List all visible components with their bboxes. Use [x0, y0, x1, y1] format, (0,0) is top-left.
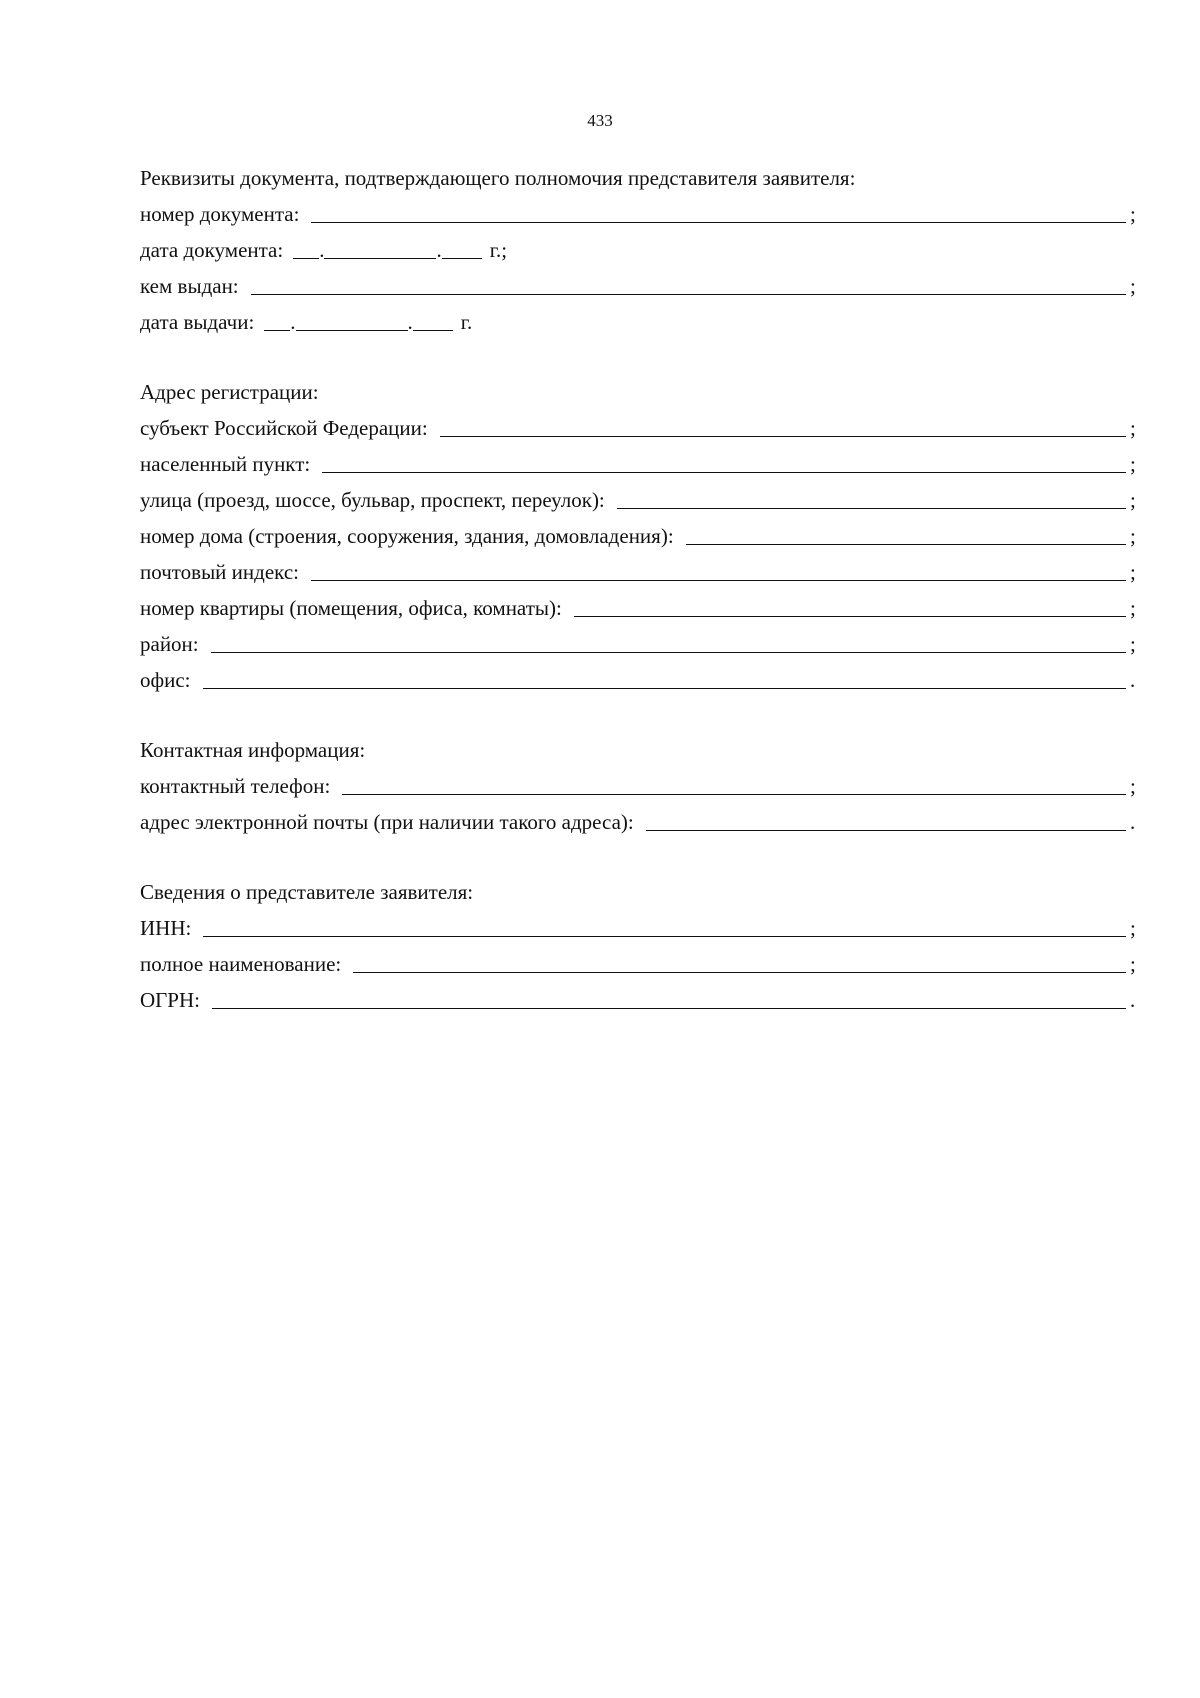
street-input-line[interactable] [617, 486, 1126, 509]
office-input-line[interactable] [203, 666, 1126, 689]
field-apartment [140, 590, 1140, 626]
field-label: контактный телефон: [140, 774, 331, 798]
issued-by-input-line[interactable] [251, 272, 1126, 295]
field-label: дата выдачи: [140, 310, 255, 334]
field-end-punct: ; [1130, 916, 1136, 940]
section-title-address: Адрес регистрации: [140, 380, 319, 404]
field-end-punct: ; [1130, 488, 1136, 512]
page-number: 433 [587, 111, 613, 130]
field-label: кем выдан: [140, 274, 239, 298]
field-label: ИНН: [140, 916, 192, 940]
field-locality [140, 446, 1140, 482]
section-title-representative: Сведения о представителе заявителя: [140, 880, 474, 904]
section-title-contact: Контактная информация: [140, 738, 366, 762]
date-separator: . [319, 238, 325, 262]
field-end-punct: . [1130, 810, 1136, 834]
application-form [140, 160, 1140, 1018]
field-label: район: [140, 632, 199, 656]
field-end-punct: . [1130, 988, 1136, 1012]
field-ogrn [140, 982, 1140, 1018]
field-label: полное наименование: [140, 952, 342, 976]
field-end-punct: ; [1130, 560, 1136, 584]
field-region [140, 410, 1140, 446]
field-label: улица (проезд, шоссе, бульвар, проспект, переулок): [140, 488, 605, 512]
field-label: ОГРН: [140, 988, 200, 1012]
postal-code-input-line[interactable] [311, 558, 1126, 581]
doc-date-month-line[interactable] [324, 236, 436, 259]
field-issued-by [140, 268, 1140, 304]
doc-date-suffix: г.; [489, 238, 508, 262]
field-doc-number [140, 196, 1140, 232]
field-label: номер дома (строения, сооружения, здания, домовладения): [140, 524, 674, 548]
field-label: почтовый индекс: [140, 560, 299, 584]
inn-input-line[interactable] [203, 914, 1126, 937]
field-label: адрес электронной почты (при наличии такого адреса): [140, 810, 634, 834]
field-end-punct: ; [1130, 632, 1136, 656]
field-end-punct: ; [1130, 416, 1136, 440]
field-house [140, 518, 1140, 554]
field-label: субъект Российской Федерации: [140, 416, 428, 440]
field-label: номер квартиры (помещения, офиса, комнаты): [140, 596, 562, 620]
field-doc-date [140, 232, 1140, 268]
field-end-punct: ; [1130, 596, 1136, 620]
field-end-punct: ; [1130, 774, 1136, 798]
field-district [140, 626, 1140, 662]
doc-date-year-line[interactable] [442, 236, 482, 259]
phone-input-line[interactable] [342, 772, 1126, 795]
field-label: офис: [140, 668, 191, 692]
field-street [140, 482, 1140, 518]
field-end-punct: ; [1130, 952, 1136, 976]
locality-input-line[interactable] [322, 450, 1126, 473]
field-end-punct: . [1130, 668, 1136, 692]
field-end-punct: ; [1130, 452, 1136, 476]
apartment-input-line[interactable] [574, 594, 1126, 617]
section-title-document: Реквизиты документа, подтверждающего полномочия представителя заявителя: [140, 166, 856, 190]
field-inn [140, 910, 1140, 946]
doc-date-day-line[interactable] [293, 236, 319, 259]
issue-date-month-line[interactable] [296, 308, 408, 331]
region-input-line[interactable] [440, 414, 1126, 437]
date-separator: . [290, 310, 296, 334]
district-input-line[interactable] [211, 630, 1126, 653]
field-label: номер документа: [140, 202, 300, 226]
email-input-line[interactable] [646, 808, 1126, 831]
house-input-line[interactable] [686, 522, 1126, 545]
issue-date-year-line[interactable] [413, 308, 453, 331]
full-name-input-line[interactable] [353, 950, 1126, 973]
field-full-name [140, 946, 1140, 982]
field-phone [140, 768, 1140, 804]
doc-number-input-line[interactable] [311, 200, 1126, 223]
issue-date-suffix: г. [460, 310, 473, 334]
date-separator: . [436, 238, 442, 262]
field-office [140, 662, 1140, 698]
date-separator: . [407, 310, 413, 334]
field-end-punct: ; [1130, 274, 1136, 298]
ogrn-input-line[interactable] [212, 986, 1126, 1009]
field-email [140, 804, 1140, 840]
field-label: дата документа: [140, 238, 284, 262]
field-end-punct: ; [1130, 524, 1136, 548]
field-label: населенный пункт: [140, 452, 311, 476]
field-postal-code [140, 554, 1140, 590]
field-end-punct: ; [1130, 202, 1136, 226]
issue-date-day-line[interactable] [264, 308, 290, 331]
field-issue-date [140, 304, 1140, 340]
